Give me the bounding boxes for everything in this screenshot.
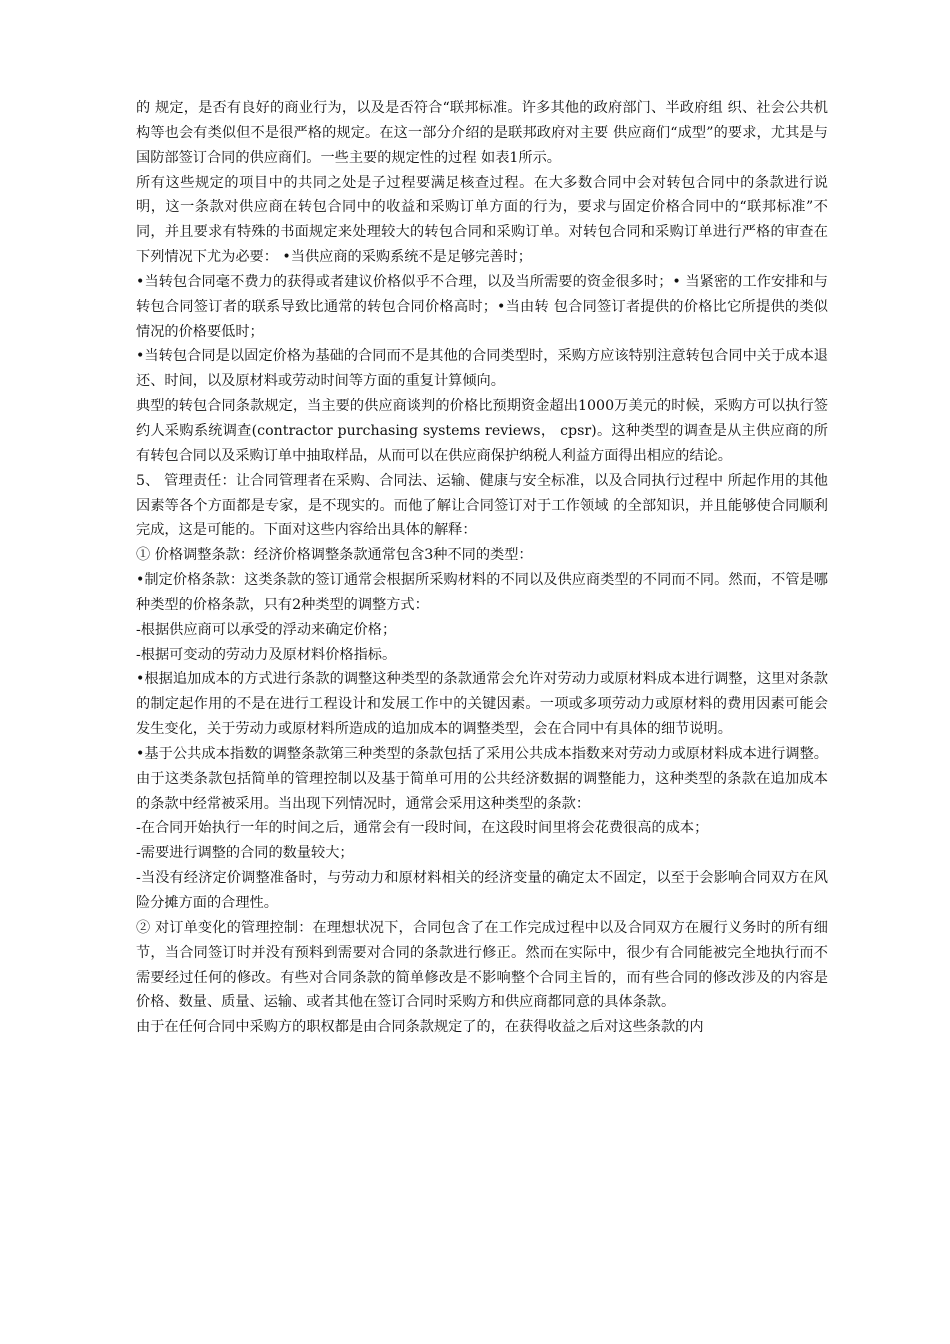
paragraph-buyer-authority: 由于在任何合同中采购方的职权都是由合同条款规定了的，在获得收益之后对这些条款的内 [136,1019,704,1036]
list-item-high-cost-period: -在合同开始执行一年的时间之后，通常会有一段时间，在这段时间里将会花费很高的成本； [136,820,709,837]
list-item-floating-price: -根据供应商可以承受的浮动来确定价格； [136,621,397,638]
paragraph-additional-cost-clause: •根据追加成本的方式进行条款的调整这种类型的条款通常会允许对劳动力或原材料成本进行调整，这里对条款的制定起作用的不是在进行工程设计和发展工作中的关键因素。一项或多项劳动力或原材料的费用因素可能会发生变化，关于劳动力或原材料所造成的追加成本的调整类型，会在合同中有具体的细节说明。 [136,671,828,738]
paragraph-fixed-price-subcontract: •当转包合同是以固定价格为基础的合同而不是其他的合同类型时，采购方应该特别注意转包合同中关于成本退还、时间，以及原材料或劳动时间等方面的重复计算倾向。 [136,348,828,390]
paragraph-subcontract-conditions: •当转包合同毫不费力的获得或者建议价格似乎不合理，以及当所需要的资金很多时；• 当紧密的工作安排和与转包合同签订者的联系导致比通常的转包合同价格高时；•当由转 包合同签订者提供的价格比它所提供的类似情况的价格要低时； [136,273,828,340]
paragraph-order-change-control: ② 对订单变化的管理控制：在理想状况下，合同包含了在工作完成过程中以及合同双方在履行义务时的所有细节，当合同签订时并没有预料到需要对合同的条款进行修正。然而在实际中，很少有合同能被完全地执行而不需要经过任何的修改。有些对合同条款的简单修改是不影响整个合同主旨的，而有些合同的修改涉及的内容是价格、数量、质量、运输、或者其他在签订合同时采购方和供应商都同意的具体条款。 [136,919,828,1011]
paragraph-cpsr: 典型的转包合同条款规定，当主要的供应商谈判的价格比预期资金超出1000万美元的时候，采购方可以执行签约人采购系统调查(contractor purchasing systems reviews， cpsr)。这种类型的调查是从主供应商的所有转包合同以及采购订单中抽取样品，从而可以在供应商保护纳税人利益方面得出相应的结论。 [136,398,828,464]
paragraph-federal-standards: 的 规定，是否有良好的商业行为，以及是否符合“联邦标准。许多其他的政府部门、半政府组 织、社会公共机构等也会有类似但不是很严格的规定。在这一部分介绍的是联邦政府对主要 供应商们“成型”的要求，尤其是与国防部签订合同的供应商们。一些主要的规定性的过程 如表1所示。 [136,100,828,166]
paragraph-set-price-clause: •制定价格条款：这类条款的签订通常会根据所采购材料的不同以及供应商类型的不同而不同。然而，不管是哪种类型的价格条款，只有2种类型的调整方式： [136,572,828,613]
document-page [136,96,828,1040]
paragraph-subcontract-review: 所有这些规定的项目中的共同之处是子过程要满足核查过程。在大多数合同中会对转包合同中的条款进行说明，这一条款对供应商在转包合同中的收益和采购订单方面的行为，要求与固定价格合同中的“联邦标准”不同，并且要求有特殊的书面规定来处理较大的转包合同和采购订单。对转包合同和采购订单进行严格的审查在下列情况下尤为必要： •当供应商的采购系统不是足够完善时； [136,174,828,266]
list-item-price-index: -根据可变动的劳动力及原材料价格指标。 [136,646,397,663]
list-item-large-contract-count: -需要进行调整的合同的数量较大； [136,845,354,862]
paragraph-public-cost-index-clause: •基于公共成本指数的调整条款第三种类型的条款包括了采用公共成本指数来对劳动力或原材料成本进行调整。由于这类条款包括简单的管理控制以及基于简单可用的公共经济数据的调整能力，这种类型的条款在追加成本的条款中经常被采用。当出现下列情况时，通常会采用这种类型的条款： [136,745,828,812]
paragraph-management-responsibility: 5、 管理责任：让合同管理者在采购、合同法、运输、健康与安全标准，以及合同执行过程中 所起作用的其他因素等各个方面都是专家，是不现实的。而他了解让合同签订对于工作领域 的全部知识，并且能够使合同顺利完成，这是可能的。下面对这些内容给出具体的解释： [136,472,828,539]
list-item-no-economic-pricing: -当没有经济定价调整准备时，与劳动力和原材料相关的经济变量的确定太不固定，以至于会影响合同双方在风险分摊方面的合理性。 [136,870,828,911]
paragraph-price-adjustment: ① 价格调整条款：经济价格调整条款通常包含3种不同的类型： [136,547,533,564]
